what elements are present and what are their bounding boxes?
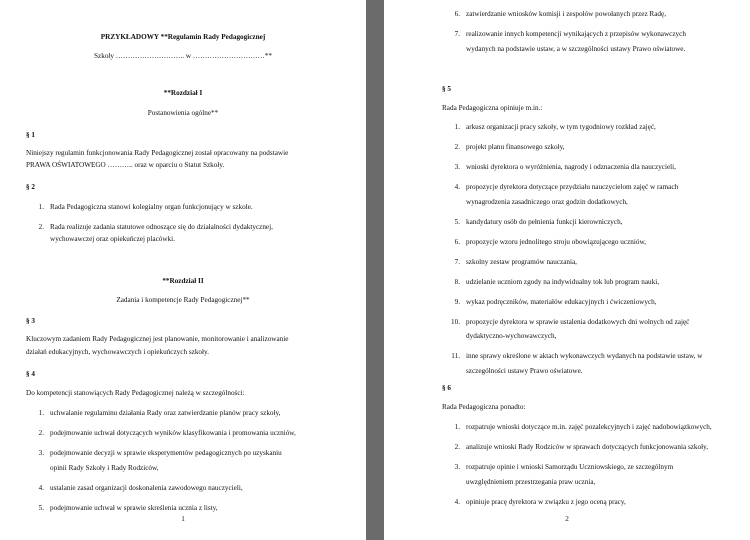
list-item-text: propozycje wzoru jednolitego stroju obowiązującego uczniów, bbox=[466, 237, 646, 246]
list-item-number: 11. bbox=[451, 352, 460, 360]
list-item-text: propozycje dyrektora dotyczące przydziału nauczycielom zajęć w ramach bbox=[466, 183, 679, 191]
chapter-2-heading: **Rozdział II bbox=[162, 277, 204, 285]
section-5-heading: § 5 bbox=[442, 85, 451, 93]
list-item-number: 2. bbox=[454, 443, 460, 451]
list-item-text: wnioski dyrektora o wyróżnienia, nagrody i odznaczenia dla nauczycieli, bbox=[466, 163, 676, 171]
page-number-2: 2 bbox=[565, 514, 569, 523]
list-item-number: 5. bbox=[38, 504, 44, 512]
list-item-text-continued: opinii Rady Szkoły i Rady Rodziców, bbox=[50, 464, 159, 472]
list-item-number: 2. bbox=[454, 143, 460, 151]
list-item-text-continued: wydanych na podstawie ustaw, a w szczególności ustawy Prawo oświatowe. bbox=[466, 45, 686, 53]
section-3-heading: § 3 bbox=[26, 317, 35, 325]
list-item-number: 1. bbox=[38, 409, 44, 417]
section-1-text-line-1: Niniejszy regulamin funkcjonowania Rady Pedagogicznej został opracowany na podstawie bbox=[26, 149, 289, 157]
section-5-intro: Rada Pedagogiczna opiniuje m.in.: bbox=[442, 104, 543, 112]
section-4-intro: Do kompetencji stanowiących Rady Pedagogicznej należą w szczególności: bbox=[26, 389, 245, 397]
section-6-heading: § 6 bbox=[442, 384, 451, 392]
section-3-text-line-2: działań edukacyjnych, wychowawczych i opiekuńczych szkoły. bbox=[26, 348, 209, 356]
section-2-heading: § 2 bbox=[26, 183, 35, 191]
page-number-1: 1 bbox=[181, 514, 185, 523]
list-item-number: 1. bbox=[38, 203, 44, 211]
list-item-number: 2. bbox=[38, 429, 44, 437]
list-item-text: arkusz organizacji pracy szkoły, w tym tygodniowy rozkład zajęć, bbox=[466, 123, 656, 131]
list-item-text: podejmowanie uchwał dotyczących wyników klasyfikowania i promowania uczniów, bbox=[50, 429, 296, 437]
document-page-1 bbox=[0, 0, 366, 540]
list-item-text-continued: wynagrodzenia zasadniczego oraz godzin dodatkowych, bbox=[466, 197, 628, 206]
list-item-number: 2. bbox=[38, 223, 44, 231]
list-item-text: ustalanie zasad organizacji doskonalenia zawodowego nauczycieli, bbox=[50, 484, 243, 492]
list-item-number: 6. bbox=[454, 10, 460, 18]
list-item-text: uchwalanie regulaminu działania Rady oraz zatwierdzanie planów pracy szkoły, bbox=[50, 409, 281, 417]
list-item-text: opiniuje pracę dyrektora w związku z jego oceną pracy, bbox=[466, 497, 626, 506]
list-item-number: 9. bbox=[454, 297, 460, 306]
list-item-text-continued: szczególności ustawy Prawo oświatowe. bbox=[466, 366, 583, 375]
document-title: PRZYKŁADOWY **Regulamin Rady Pedagogicznej bbox=[100, 33, 266, 41]
list-item-text: wykaz podręczników, materiałów edukacyjnych i ćwiczeniowych, bbox=[466, 297, 657, 306]
list-item-number: 7. bbox=[454, 30, 460, 38]
list-item-text: projekt planu finansowego szkoły, bbox=[466, 143, 565, 151]
list-item-text-continued: wychowawczej oraz opiekuńczej placówki. bbox=[50, 235, 175, 243]
document-page-2 bbox=[384, 0, 750, 540]
list-item-number: 1. bbox=[454, 423, 460, 431]
list-item-number: 4. bbox=[38, 484, 44, 492]
list-item-text: kandydatury osób do pełnienia funkcji kierowniczych, bbox=[466, 217, 623, 226]
list-item-text: analizuje wnioski Rady Rodziców w sprawach dotyczących funkcjonowania szkoły, bbox=[466, 443, 709, 451]
list-item-text: propozycje dyrektora w sprawie ustalenia dodatkowych dni wolnych od zajęć bbox=[466, 317, 690, 326]
list-item-number: 10. bbox=[451, 317, 460, 326]
section-1-text-line-2: PRAWA OŚWIATOWEGO ……….. oraz w oparciu o Statut Szkoły. bbox=[26, 161, 225, 169]
section-4-heading: § 4 bbox=[26, 370, 35, 378]
list-item-text: udzielanie uczniom zgody na indywidualny tok lub program nauki, bbox=[466, 277, 660, 286]
list-item-text: realizowanie innych kompetencji wynikających z przepisów wykonawczych bbox=[466, 30, 686, 38]
chapter-1-subtitle: Postanowienia ogólne** bbox=[147, 109, 219, 117]
list-item-number: 7. bbox=[454, 257, 460, 266]
list-item-text: podejmowanie decyzji w sprawie eksperymentów pedagogicznych po uzyskaniu bbox=[50, 449, 282, 457]
list-item-text-continued: uwzględnieniem przestrzegania praw ucznia, bbox=[466, 477, 596, 486]
list-item-number: 4. bbox=[454, 183, 460, 191]
list-item-number: 1. bbox=[454, 123, 460, 131]
section-6-intro: Rada Pedagogiczna ponadto: bbox=[442, 403, 526, 411]
list-item-number: 5. bbox=[454, 217, 460, 226]
list-item-number: 6. bbox=[454, 237, 460, 246]
list-item-number: 4. bbox=[454, 497, 460, 506]
section-3-text-line-1: Kluczowym zadaniem Rady Pedagogicznej jest planowanie, monitorowanie i analizowanie bbox=[26, 335, 289, 343]
list-item-text: rozpatruje wnioski dotyczące m.in. zajęć pozalekcyjnych i zajęć nadobowiązkowych, bbox=[466, 423, 712, 431]
list-item-number: 8. bbox=[454, 277, 460, 286]
list-item-text: rozpatruje opinie i wnioski Samorządu Uczniowskiego, ze szczególnym bbox=[466, 463, 674, 471]
list-item-text-continued: dydaktyczno-wychowawczych, bbox=[466, 332, 557, 340]
list-item-number: 3. bbox=[454, 163, 460, 171]
list-item-text: zatwierdzanie wniosków komisji i zespołów powołanych przez Radę, bbox=[466, 10, 666, 18]
school-line: Szkoły ……………………….. w …………………………** bbox=[94, 52, 272, 60]
chapter-1-heading: **Rozdział I bbox=[163, 89, 203, 97]
list-item-text: szkolny zestaw programów nauczania, bbox=[466, 257, 577, 266]
list-item-text: podejmowanie uchwał w sprawie skreślenia ucznia z listy, bbox=[50, 504, 218, 512]
list-item-text: Rada realizuje zadania statutowe odnoszące się do działalności dydaktycznej, bbox=[50, 223, 273, 231]
section-1-heading: § 1 bbox=[26, 131, 35, 139]
list-item-number: 3. bbox=[38, 449, 44, 457]
list-item-text: Rada Pedagogiczna stanowi kolegialny organ funkcjonujący w szkole. bbox=[50, 203, 253, 211]
list-item-text: inne sprawy określone w aktach wykonawczych wydanych na podstawie ustaw, w bbox=[466, 352, 703, 360]
list-item-number: 3. bbox=[454, 463, 460, 471]
chapter-2-subtitle: Zadania i kompetencje Rady Pedagogicznej** bbox=[116, 296, 250, 304]
